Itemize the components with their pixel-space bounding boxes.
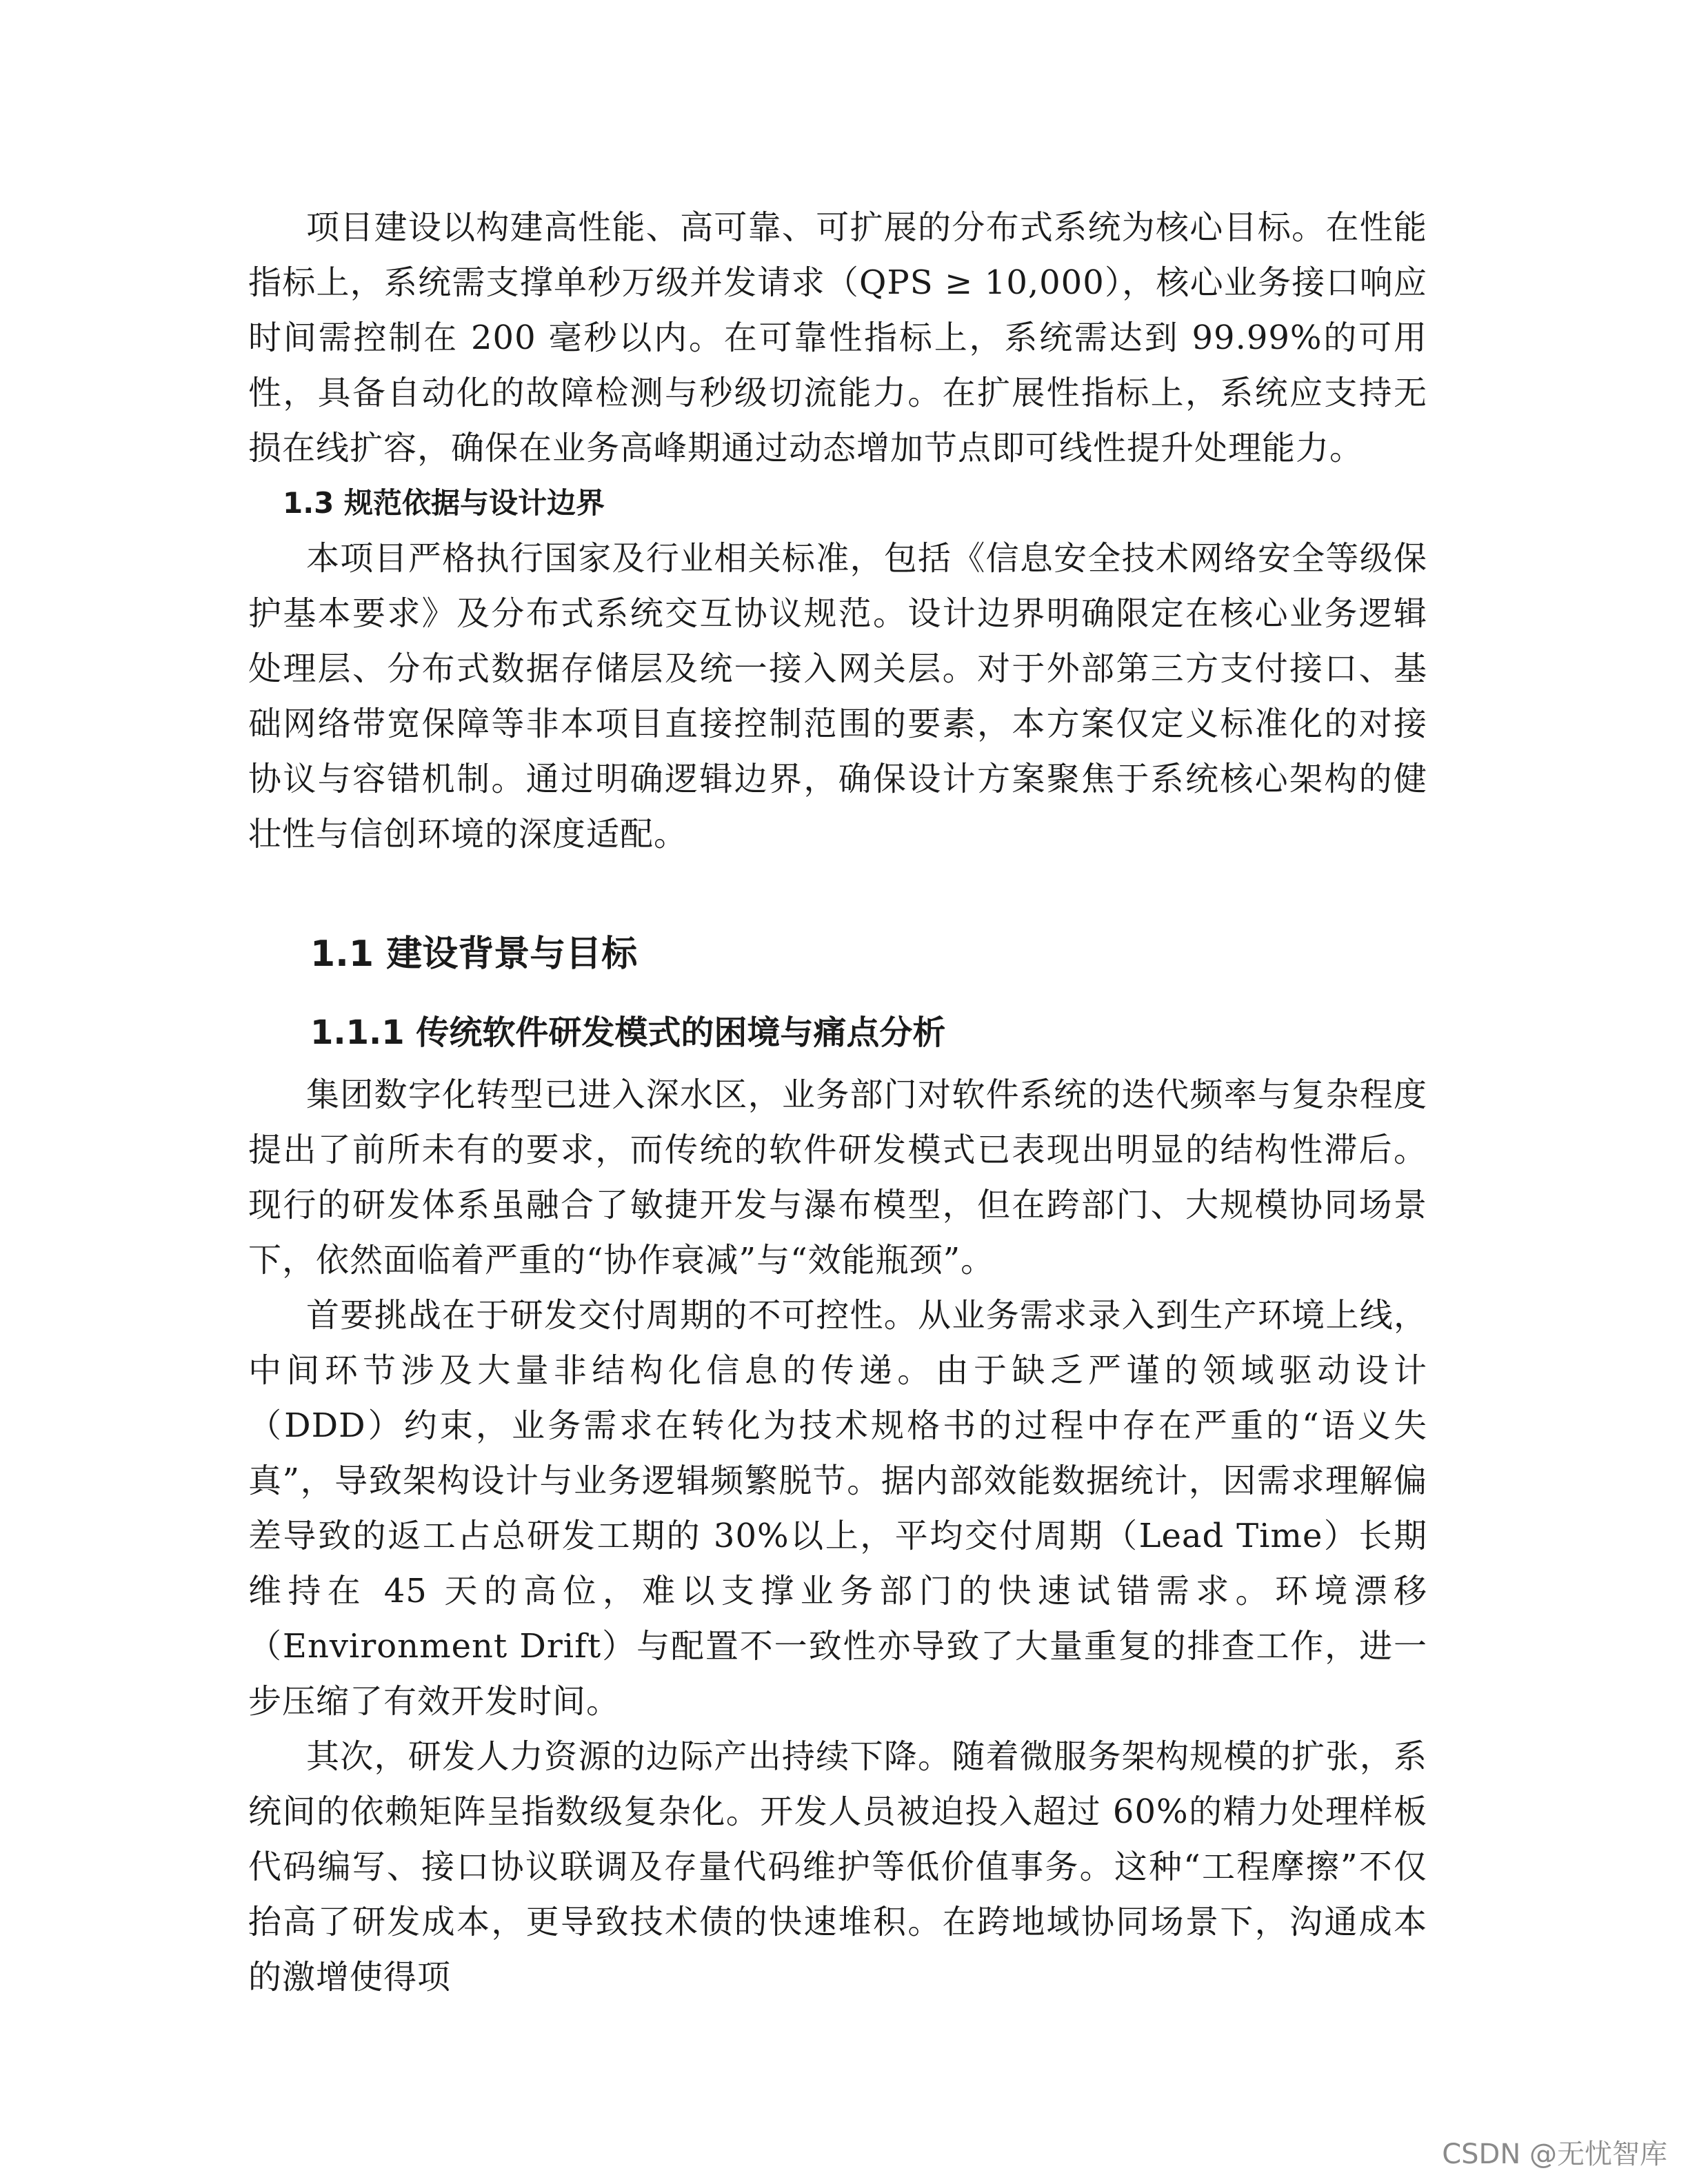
paragraph-delivery-cycle: 首要挑战在于研发交付周期的不可控性。从业务需求录入到生产环境上线，中间环节涉及大量非结构化信息的传递。由于缺乏严谨的领域驱动设计（DDD）约束，业务需求在转化为技术规格书的过程中存在严重的“语义失真”，导致架构设计与业务逻辑频繁脱节。据内部效能数据统计，因需求理解偏差导致的返工占总研发工期的 30%以上，平均交付周期（Lead Time）长期维持在 45 天的高位，难以支撑业务部门的快速试错需求。环境漂移（Environment Drift）与配置不一致性亦导致了大量重复的排查工作，进一步压缩了有效开发时间。: [248, 1296, 1427, 1721]
paragraph-project-goals: 项目建设以构建高性能、高可靠、可扩展的分布式系统为核心目标。在性能指标上，系统需支撑单秒万级并发请求（QPS ≥ 10,000），核心业务接口响应时间需控制在 200 毫秒以内。在可靠性指标上，系统需达到 99.99%的可用性，具备自动化的故障检测与秒级切流能力。在扩展性指标上，系统应支持无损在线扩容，确保在业务高峰期通过动态增加节点即可线性提升处理能力。: [248, 208, 1427, 467]
heading-1-1-1: 1.1.1 传统软件研发模式的困境与痛点分析: [310, 1013, 946, 1052]
heading-1-3: 1.3 规范依据与设计边界: [283, 486, 605, 520]
paragraph-transformation: 集团数字化转型已进入深水区，业务部门对软件系统的迭代频率与复杂程度提出了前所未有的要求，而传统的软件研发模式已表现出明显的结构性滞后。现行的研发体系虽融合了敏捷开发与瀑布模型，但在跨部门、大规模协同场景下，依然面临着严重的“协作衰减”与“效能瓶颈”。: [248, 1075, 1427, 1280]
watermark: CSDN @无忧智库: [1442, 2138, 1667, 2170]
document-page: [248, 200, 1427, 2005]
heading-1-1: 1.1 建设背景与目标: [310, 933, 638, 975]
paragraph-human-resources: 其次，研发人力资源的边际产出持续下降。随着微服务架构规模的扩张，系统间的依赖矩阵呈指数级复杂化。开发人员被迫投入超过 60%的精力处理样板代码编写、接口协议联调及存量代码维护等低价值事务。这种“工程摩擦”不仅抬高了研发成本，更导致技术债的快速堆积。在跨地域协同场景下，沟通成本的激增使得项: [248, 1737, 1427, 1996]
paragraph-standards-boundary: 本项目严格执行国家及行业相关标准，包括《信息安全技术网络安全等级保护基本要求》及分布式系统交互协议规范。设计边界明确限定在核心业务逻辑处理层、分布式数据存储层及统一接入网关层。对于外部第三方支付接口、基础网络带宽保障等非本项目直接控制范围的要素，本方案仅定义标准化的对接协议与容错机制。通过明确逻辑边界，确保设计方案聚焦于系统核心架构的健壮性与信创环境的深度适配。: [248, 539, 1427, 853]
